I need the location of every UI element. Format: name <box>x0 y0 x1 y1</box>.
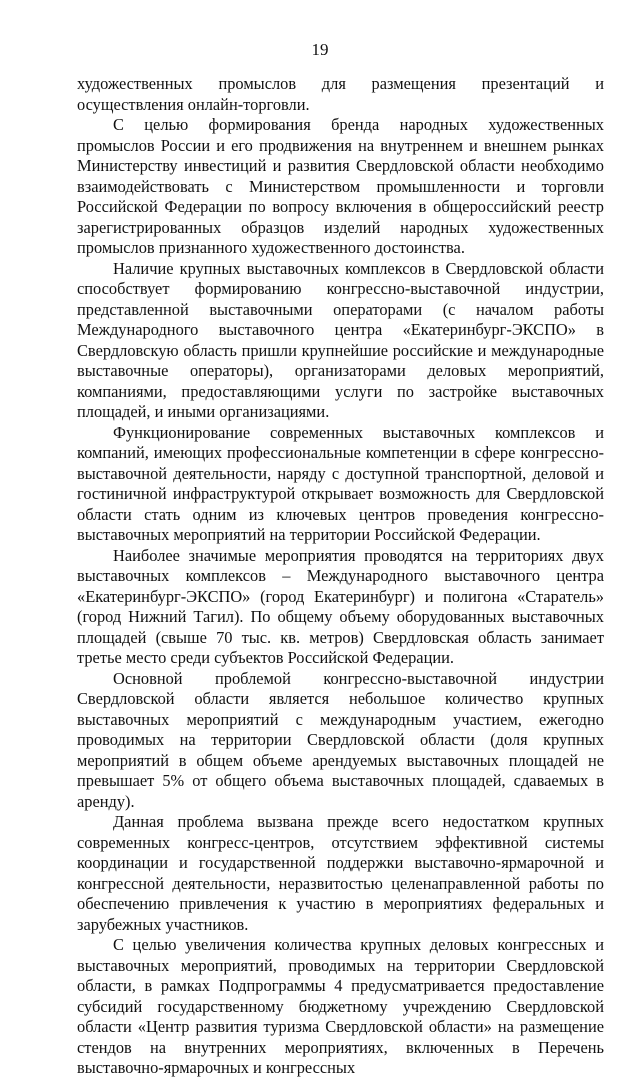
paragraph-main-problem: Основной проблемой конгрессно-выставочной индустрии Свердловской области является небольшое количество крупных выставочных мероприятий с международным участием, ежегодно проводимых на территории Свердловской области (доля крупных мероприятий в общем объеме арендуемых выставочных площадей не превышает 5% от общего объема выставочных площадей, сдаваемых в аренду). <box>77 668 604 811</box>
paragraph-continuation: художественных промыслов для размещения презентаций и осуществления онлайн-торговли. <box>77 74 604 114</box>
paragraph-significant-events: Наиболее значимые мероприятия проводятся на территориях двух выставочных комплексов – Международного выставочного центра «Екатеринбург-ЭКСПО» (город Екатеринбург) и полигона «Старатель» (город Нижний Тагил). По общему объему оборудованных выставочных площадей (свыше 70 тыс. кв. метров) Свердловская область занимает третье место среди субъектов Российской Федерации. <box>77 545 604 667</box>
paragraph-exhibition-complexes: Наличие крупных выставочных комплексов в Свердловской области способствует формированию конгрессно-выставочной индустрии, представленной выставочными операторами (с началом работы Международного выставочного центра «Екатеринбург-ЭКСПО» в Свердловскую область пришли крупнейшие российские и международные выставочные операторы), организаторами деловых мероприятий, компаниями, предоставляющими услуги по застройке выставочных площадей, и иными организациями. <box>77 258 604 421</box>
paragraph-problem-cause: Данная проблема вызвана прежде всего недостатком крупных современных конгресс-центров, отсутствием эффективной системы координации и государственной поддержки выставочно-ярмарочной и конгрессной деятельности, неразвитостью целенаправленной работы по обеспечению привлечения к участию в мероприятиях федеральных и зарубежных участников. <box>77 812 604 934</box>
paragraph-modern-complexes: Функционирование современных выставочных комплексов и компаний, имеющих профессиональные компетенции в сфере конгрессно-выставочной деятельности, наряду с доступной транспортной, деловой и гостиничной инфраструктурой открывает возможность для Свердловской области стать одним из ключевых центров проведения конгрессно-выставочных мероприятий на территории Российской Федерации. <box>77 422 604 544</box>
page-number: 19 <box>311 40 329 59</box>
paragraph-brand-promotion: С целью формирования бренда народных художественных промыслов России и его продвижения на внутреннем и внешнем рынках Министерству инвестиций и развития Свердловской области необходимо взаимодействовать с Министерством промышленности и торговли Российской Федерации по вопросу включения в общероссийский реестр зарегистрированных образцов изделий народных художественных промыслов признанного художественного достоинства. <box>77 115 604 257</box>
document-body <box>77 74 604 1079</box>
paragraph-subprogram-4: С целью увеличения количества крупных деловых конгрессных и выставочных мероприятий, проводимых на территории Свердловской области, в рамках Подпрограммы 4 предусматривается предоставление субсидий государственному бюджетному учреждению Свердловской области «Центр развития туризма Свердловской области» на размещение стендов на внутренних мероприятиях, включенных в Перечень выставочно-ярмарочных и конгрессных <box>77 935 604 1077</box>
